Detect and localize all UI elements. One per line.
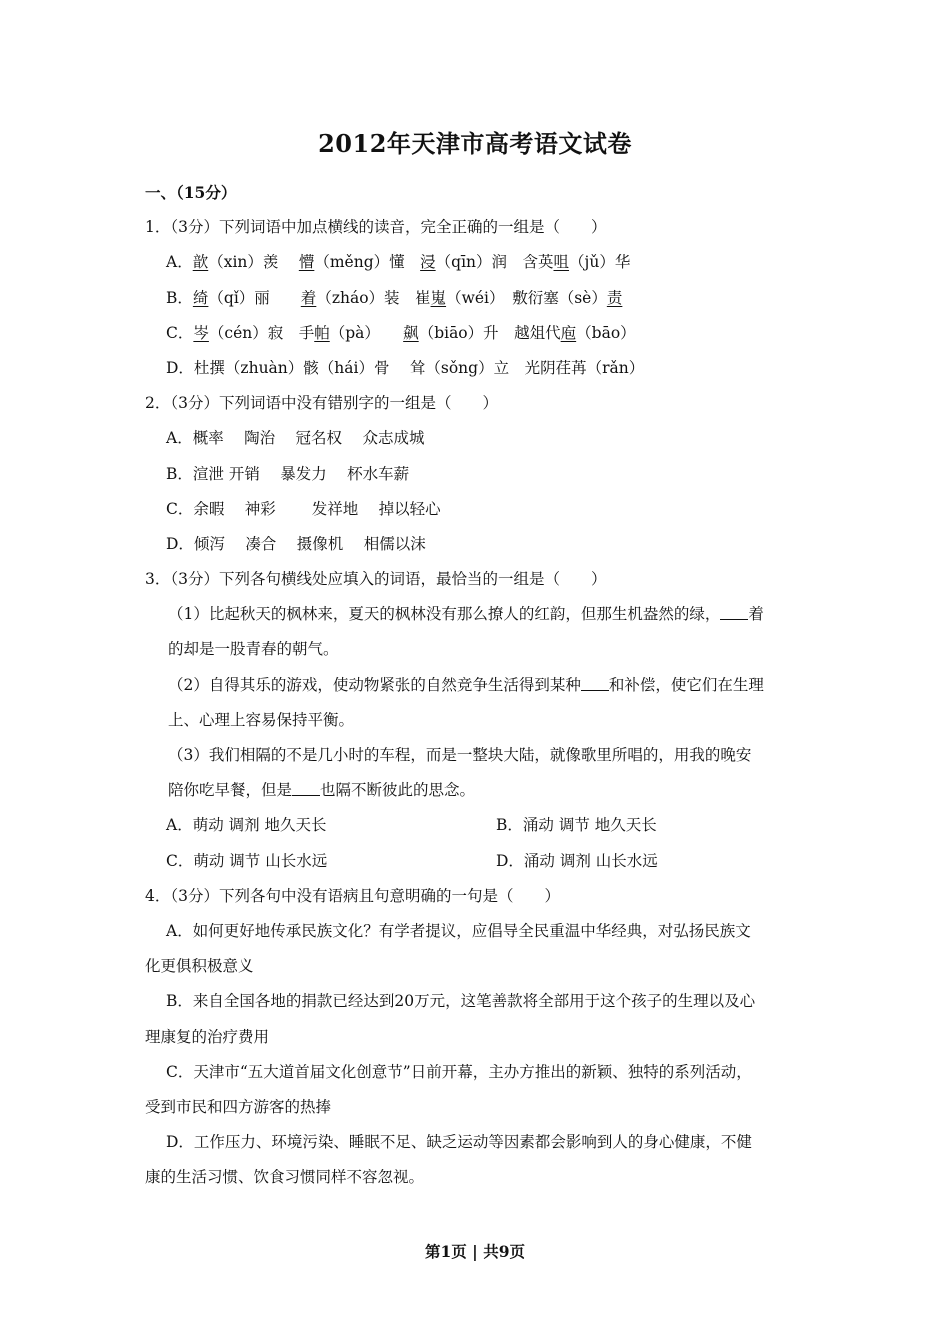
text-segment: （2）自得其乐的游戏，使动物紧张的自然竞争生活得到某种 [168, 675, 581, 694]
underlined-char: 咀 [553, 253, 570, 272]
fill-blank [720, 601, 748, 620]
text-segment: （měng）懂 [314, 253, 421, 272]
text-segment: （jǔ）华 [569, 253, 631, 272]
underlined-char: 懵 [298, 253, 315, 272]
text-line [145, 281, 807, 316]
text-line [145, 1090, 807, 1125]
text-line [145, 457, 807, 492]
text-segment: D．工作压力、环境污染、睡眠不足、缺乏运动等因素都会影响到人的身心健康，不健 [166, 1133, 752, 1152]
text-line [145, 668, 807, 703]
text-line [145, 1160, 807, 1195]
text-segment: （qīn）润 含英 [435, 253, 554, 272]
text-segment: 的却是一股青春的朝气。 [168, 640, 339, 659]
text-segment: A．如何更好地传承民族文化？有学者提议，应倡导全民重温中华经典，对弘扬民族文 [166, 921, 751, 940]
text-line [145, 351, 807, 386]
question-lines [145, 210, 807, 1195]
text-segment: 4．（3分）下列各句中没有语病且句意明确的一句是（ ） [145, 886, 560, 905]
text-line [145, 597, 807, 632]
text-segment: （zháo）装 崔 [316, 288, 431, 307]
underlined-char: 浸 [420, 253, 436, 272]
text-segment: （cén）寂 手 [208, 323, 315, 342]
text-segment: B．来自全国各地的捐款已经达到20万元，这笔善款将全部用于这个孩子的生理以及心 [166, 992, 756, 1011]
text-segment: （biāo）升 越俎代 [418, 323, 561, 342]
text-line [145, 316, 807, 351]
text-segment: 3．（3分）下列各句横线处应填入的词语，最恰当的一组是（ ） [145, 570, 607, 589]
page-title: 2012年天津市高考语文试卷 [318, 129, 632, 158]
text-segment: D．杜撰（zhuàn）骸（hái）骨 耸（sǒng）立 光阴荏苒（rǎn） [166, 358, 645, 377]
answer-option: D．涌动 调剂 山长水远 [496, 851, 658, 870]
text-segment: C．天津市“五大道首届文化创意节”日前开幕，主办方推出的新颖、独特的系列活动， [166, 1062, 752, 1081]
text-segment: （pà） [329, 323, 404, 342]
underlined-char: 着 [300, 288, 317, 307]
answer-option: C．萌动 调节 山长水远 [166, 851, 328, 870]
text-segment: 陪你吃早餐，但是 [168, 781, 293, 800]
text-segment: （1）比起秋天的枫林来，夏天的枫林没有那么撩人的红韵，但那生机盎然的绿， [168, 605, 721, 624]
text-segment: A．概率 陶治 冠名权 众志成城 [166, 429, 425, 448]
text-line [145, 1125, 807, 1160]
text-segment: D．倾泻 凑合 摄像机 相儒以沫 [166, 534, 426, 553]
text-line [145, 844, 807, 879]
text-segment: 上、心理上容易保持平衡。 [168, 710, 355, 729]
text-line [145, 632, 807, 667]
fill-blank [581, 672, 609, 691]
text-line [145, 386, 807, 421]
document-body [145, 175, 807, 1195]
answer-option: A．萌动 调剂 地久天长 [166, 816, 327, 835]
text-segment: 理康复的治疗费用 [145, 1027, 270, 1046]
fill-blank [292, 777, 320, 796]
text-line [145, 984, 807, 1019]
text-segment: （xin）羡 [208, 253, 299, 272]
page-footer: 第1页 | 共9页 [424, 1242, 525, 1261]
text-segment: （3）我们相隔的不是几小时的车程，而是一整块大陆，就像歌里所唱的，用我的晚安 [168, 746, 752, 764]
text-line [145, 1020, 807, 1055]
text-segment: A． [166, 253, 193, 272]
text-segment: B． [166, 288, 193, 307]
text-line [145, 773, 807, 808]
underlined-char: 嵬 [430, 288, 447, 307]
text-segment: C． [166, 323, 194, 342]
text-line [145, 1055, 807, 1090]
text-line [145, 492, 807, 527]
underlined-char: 歆 [192, 253, 209, 272]
text-segment: 着 [748, 605, 764, 624]
section-heading: 一、（15分） [145, 183, 237, 202]
text-line [145, 210, 807, 245]
answer-option: B．涌动 调节 地久天长 [496, 816, 657, 835]
underlined-char: 责 [606, 288, 623, 307]
text-segment: 康的生活习惯、饮食习惯同样不容忽视。 [145, 1168, 425, 1187]
text-line [145, 562, 807, 597]
text-segment: 2．（3分）下列词语中没有错别字的一组是（ ） [145, 394, 498, 413]
text-segment: B．渲泄 开销 暴发力 杯水车薪 [166, 464, 410, 483]
underlined-char: 绮 [192, 288, 209, 307]
text-line [145, 421, 807, 456]
text-line [145, 949, 807, 984]
text-line [145, 245, 807, 280]
text-line [145, 527, 807, 562]
text-line [145, 703, 807, 738]
underlined-char: 庖 [560, 323, 577, 342]
text-segment: 化更俱积极意义 [145, 957, 254, 976]
underlined-char: 帕 [314, 323, 330, 342]
text-segment: 受到市民和四方游客的热捧 [145, 1097, 332, 1116]
underlined-char: 飙 [403, 323, 419, 342]
text-segment: （qǐ）丽 [208, 288, 301, 307]
text-segment: 也隔不断彼此的思念。 [320, 781, 476, 800]
underlined-char: 岑 [193, 323, 209, 342]
text-segment: 1．（3分）下列词语中加点横线的读音，完全正确的一组是（ ） [145, 218, 607, 237]
text-segment: C．余暇 神彩 发祥地 掉以轻心 [166, 499, 441, 518]
text-line [145, 808, 807, 843]
text-segment: （bāo） [576, 323, 636, 342]
text-segment: 和补偿，使它们在生理 [608, 675, 764, 694]
text-line [145, 879, 807, 914]
text-line [145, 738, 807, 773]
text-segment: （wéi） 敷衍塞（sè） [446, 288, 607, 307]
text-line [145, 914, 807, 949]
